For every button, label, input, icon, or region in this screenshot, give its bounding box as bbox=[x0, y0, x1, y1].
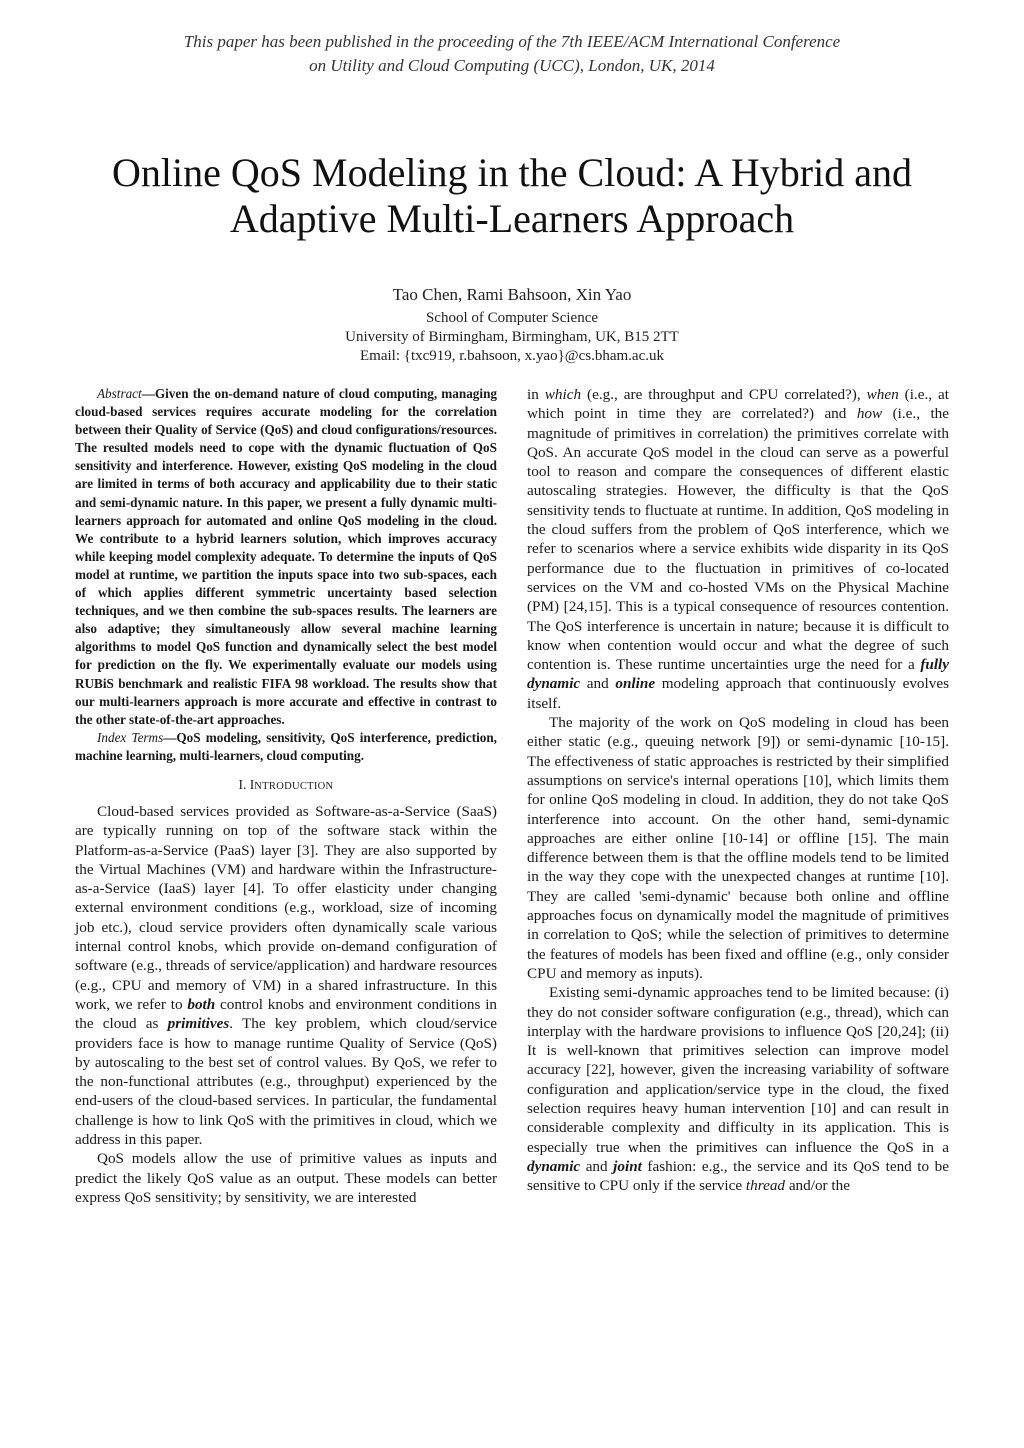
right-p3-text-g: and/or the bbox=[785, 1177, 850, 1195]
section-first-letter: I bbox=[249, 776, 255, 792]
paper-title-line-1: Online QoS Modeling in the Cloud: A Hybrid and bbox=[112, 150, 912, 195]
right-p1-emph-online: online bbox=[615, 675, 656, 693]
paper-title bbox=[0, 150, 1024, 242]
section-numeral: I. bbox=[238, 776, 250, 792]
right-p1-text-g: (i.e., the magnitude of primitives in correlation) the primitives correlate with QoS. An accurate QoS model in the cloud can serve as a powerful tool to reason and compare the consequences of different elastic autoscaling strategies. However, the difficulty is that the QoS sensitivity tends to fluctuate at runtime. In addition, QoS modeling in the cloud suffers from the problem of QoS interference, which we refer to scenarios where a service exhibits wide disparity in its QoS performance due to the fluctuation in primitives of co-located services on the VM and co-hosted VMs on the Physical Machine (PM) [24,15]. This is a typical consequence of resources contention. The QoS interference is uncertain in nature; because it is difficult to know when contention would occur and what the degree of such contention is. These runtime uncertainties urge the need for a bbox=[527, 405, 950, 674]
author-block bbox=[0, 283, 1024, 366]
right-p1-em-when: when bbox=[866, 386, 899, 403]
right-paragraph-3 bbox=[527, 983, 949, 1195]
intro-p1-text-e: . The key problem, which cloud/service providers face is how to manage runtime Quality of Service (QoS) by autoscaling to the best set of control values. By QoS, we refer to the non-functional attributes (e.g., throughput) experienced by the end-users of the cloud-based services. In particular, the fundamental challenge is how to link QoS with the primitives in cloud, which we address in this paper. bbox=[75, 1015, 498, 1149]
intro-paragraph-1 bbox=[75, 802, 497, 1149]
intro-p1-text-a: Cloud-based services provided as Software-as-a-Service (SaaS) are typically running on top of the software stack within the Platform-as-a-Service (PaaS) layer [3]. They are also supported by the Virtual Machines (VM) and hardware within the Infrastructure-as-a-Service (IaaS) layer [4]. To offer elasticity under changing external environment conditions (e.g., workload, size of incoming job etc.), cloud service providers often dynamically scale various internal control knobs, which provide on-demand configuration of software (e.g., threads of service/application) and hardware resources (e.g., CPU and memory of VM) in a shared infrastructure. In this work, we refer to bbox=[75, 802, 497, 1013]
left-column bbox=[75, 385, 497, 1207]
intro-p1-emph-both: both bbox=[187, 995, 216, 1013]
intro-paragraph-2: QoS models allow the use of primitive values as inputs and predict the likely QoS value as an output. These models can better express QoS sensitivity; by sensitivity, we are interested bbox=[75, 1150, 497, 1206]
author-department: School of Computer Science bbox=[425, 310, 599, 326]
index-terms-text: —QoS modeling, sensitivity, QoS interference, prediction, machine learning, multi-learners, cloud computing. bbox=[75, 729, 497, 763]
right-p1-text-e: (i.e., at which point in time they are correlated?) and bbox=[527, 386, 949, 423]
right-p1-text-a: in bbox=[527, 386, 545, 403]
abstract bbox=[75, 385, 497, 729]
section-title-rest: NTRODUCTION bbox=[254, 780, 334, 792]
right-paragraph-1 bbox=[527, 385, 949, 713]
abstract-label: Abstract bbox=[97, 386, 142, 401]
right-p1-text-k: modeling approach that continuously evolves itself. bbox=[527, 675, 949, 712]
abstract-text: —Given the on-demand nature of cloud computing, managing cloud-based services requires accurate modeling for the correlation between their Quality of Service (QoS) and cloud configurations/resources. The resulted models need to cope with the dynamic fluctuation of QoS sensitivity and interference. However, existing QoS modeling in the cloud are limited in terms of both accuracy and applicability due to their static and semi-dynamic nature. In this paper, we present a fully dynamic multi-learners approach for automated and online QoS modeling in the cloud. We contribute to a hybrid learners solution, which improves accuracy while keeping model complexity adequate. To determine the inputs of QoS model at runtime, we partition the inputs space into two sub-spaces, each of which applies different symmetric uncertainty based selection techniques, and we then combine the sub-spaces results. The learners are also adaptive; they simultaneously allow several machine learning algorithms to model QoS function and dynamically select the best model for prediction on the fly. We experimentally evaluate our models using RUBiS benchmark and realistic FIFA 98 workload. The results show that our multi-learners approach is more accurate and effective in contrast to the other state-of-the-art approaches. bbox=[75, 386, 497, 727]
index-terms bbox=[75, 729, 497, 765]
right-p3-text-e: fashion: e.g., the service and its QoS tend to be sensitive to CPU only if the service bbox=[527, 1157, 949, 1195]
author-names: Tao Chen, Rami Bahsoon, Xin Yao bbox=[392, 285, 632, 304]
right-p1-emph-fully-dynamic: fully dynamic bbox=[527, 656, 949, 693]
right-p1-text-c: (e.g., are throughput and CPU correlated?), bbox=[581, 386, 867, 403]
author-email: Email: {txc919, r.bahsoon, x.yao}@cs.bham.ac.uk bbox=[360, 348, 664, 364]
right-p3-text-c: and bbox=[580, 1157, 614, 1175]
author-university: University of Birmingham, Birmingham, UK, B15 2TT bbox=[345, 329, 679, 345]
intro-p1-emph-primitives: primitives bbox=[167, 1015, 230, 1033]
right-p3-em-thread: thread bbox=[745, 1177, 786, 1195]
publication-note-line-1: This paper has been published in the proceeding of the 7th IEEE/ACM International Conference bbox=[183, 32, 841, 51]
intro-p1-text-c: control knobs and environment conditions in the cloud as bbox=[75, 995, 498, 1033]
right-p3-text-a: Existing semi-dynamic approaches tend to be limited because: (i) they do not consider software configuration (e.g., thread), which can interplay with the hardware provisions to influence QoS [20,24]; (ii) It is well-known that primitives selection can improve model accuracy [22], however, given the increasing variability of software configuration and application/service type in the cloud, the fixed selection requires heavy human intervention [10] and can result in considerable complexity and difficulty in its application. This is especially true when the primitives can influence the QoS in a bbox=[527, 984, 949, 1156]
right-column bbox=[527, 385, 949, 1195]
right-p1-em-which: which bbox=[544, 386, 582, 403]
publication-note bbox=[0, 30, 1024, 78]
right-paragraph-2: The majority of the work on QoS modeling in cloud has been either static (e.g., queuing network [9]) or semi-dynamic [10-15]. The effectiveness of static approaches is restricted by their simplified assumptions on service's internal operations [10], which limits them for online QoS modeling in cloud. In addition, they do not take QoS interference into account. On the other hand, semi-dynamic approaches are either online [10-14] or offline [15]. The main difference between them is that the offline models tend to be limited in the way they cope with the unexpected changes at runtime [10]. They are called 'semi-dynamic' because both online and offline approaches focus on dynamically model the magnitude of primitives in correlation to QoS; while the selection of primitives to determine the features of models has been fixed and offline (e.g., only consider CPU and memory as inputs). bbox=[527, 714, 949, 982]
right-p1-em-how: how bbox=[856, 405, 883, 423]
paper-title-line-2: Adaptive Multi-Learners Approach bbox=[229, 196, 795, 241]
section-heading-introduction bbox=[75, 773, 497, 799]
right-p3-emph-dynamic: dynamic bbox=[527, 1157, 581, 1175]
right-p3-emph-joint: joint bbox=[613, 1157, 642, 1175]
right-p1-text-i: and bbox=[580, 675, 616, 693]
index-terms-label: Index Terms bbox=[97, 729, 164, 745]
publication-note-line-2: on Utility and Cloud Computing (UCC), London, UK, 2014 bbox=[309, 56, 715, 75]
